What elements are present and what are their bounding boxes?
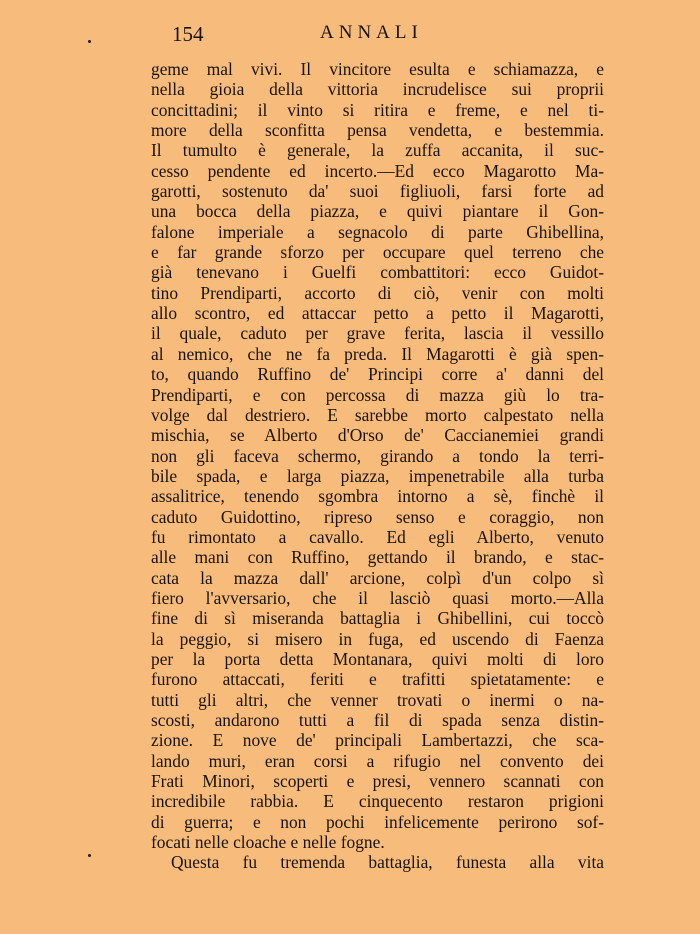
- body-text: [151, 59, 604, 873]
- text-line: volge dal destriero. E sarebbe morto calpestato nella: [151, 404, 604, 425]
- text-line: cesso pendente ed incerto.—Ed ecco Magarotto Ma-: [151, 160, 604, 181]
- text-line: scosti, andarono tutti a fil di spada senza distin-: [151, 710, 604, 730]
- paper-speck: [88, 854, 91, 857]
- paragraph-start-line: Questa fu tremenda battaglia, funesta alla vita: [171, 852, 604, 873]
- text-line: to, quando Ruffino de' Principi corre a' danni del: [151, 364, 604, 385]
- text-line: fiero l'avversario, che il lasciò quasi morto.—Alla: [151, 587, 604, 608]
- text-line: non gli faceva schermo, girando a tondo la terri-: [151, 445, 604, 466]
- text-line: per la porta detta Montanara, quivi molti di loro: [151, 648, 604, 669]
- paper-speck: [88, 40, 91, 43]
- text-line: già tenevano i Guelfi combattitori: ecco Guidot-: [151, 262, 604, 283]
- text-line: garotti, sostenuto da' suoi figliuoli, farsi forte ad: [151, 181, 604, 202]
- text-line: la peggio, si misero in fuga, ed uscendo di Faenza: [151, 628, 604, 649]
- text-line: nella gioia della vittoria incrudelisce sui proprii: [151, 79, 604, 100]
- text-line: Frati Minori, scoperti e presi, vennero scannati con: [151, 771, 604, 792]
- text-line: di guerra; e non pochi infelicemente perirono sof-: [151, 811, 604, 832]
- text-line: mischia, se Alberto d'Orso de' Caccianemiei grandi: [151, 425, 604, 446]
- text-line: zione. E nove de' principali Lambertazzi, che sca-: [151, 730, 604, 751]
- text-line: alle mani con Ruffino, gettando il brando, e stac-: [151, 547, 604, 568]
- text-line: fine di sì miseranda battaglia i Ghibellini, cui toccò: [151, 608, 604, 629]
- text-line: bile spada, e larga piazza, impenetrabile alla turba: [151, 465, 604, 486]
- text-line: more della sconfitta pensa vendetta, e bestemmia.: [151, 120, 604, 141]
- text-line: focati nelle cloache e nelle fogne.: [151, 832, 385, 853]
- text-line: Il tumulto è generale, la zuffa accanita, il suc-: [151, 140, 604, 161]
- text-line: lando muri, eran corsi a rifugio nel convento dei: [151, 750, 604, 771]
- text-line: fu rimontato a cavallo. Ed egli Alberto, venuto: [151, 526, 604, 547]
- page-number: 154: [172, 22, 204, 46]
- text-line: cata la mazza dall' arcione, colpì d'un colpo sì: [151, 567, 604, 588]
- text-line: e far grande sforzo per occupare quel terreno che: [151, 242, 604, 263]
- text-line: geme mal vivi. Il vincitore esulta e schiamazza, e: [151, 59, 604, 79]
- text-line: il quale, caduto per grave ferita, lascia il vessillo: [151, 323, 604, 344]
- text-line: tino Prendiparti, accorto di ciò, venir con molti: [151, 282, 604, 303]
- text-line: allo scontro, ed attaccar petto a petto il Magarotti,: [151, 303, 604, 324]
- running-head: ANNALI: [320, 22, 423, 43]
- text-line: tutti gli altri, che venner trovati o inermi o na-: [151, 689, 604, 710]
- text-line: incredibile rabbia. E cinquecento restaron prigioni: [151, 791, 604, 812]
- text-line: Prendiparti, e con percossa di mazza giù lo tra-: [151, 384, 604, 405]
- text-line: furono attaccati, feriti e trafitti spietatamente: e: [151, 669, 604, 690]
- text-line: al nemico, che ne fa preda. Il Magarotti è già spen-: [151, 343, 604, 364]
- text-line: una bocca della piazza, e quivi piantare il Gon-: [151, 201, 604, 222]
- text-line: concittadini; il vinto si ritira e freme, e nel ti-: [151, 99, 604, 120]
- text-line: caduto Guidottino, ripreso senso e coraggio, non: [151, 506, 604, 527]
- text-line: assalitrice, tenendo sgombra intorno a sè, finchè il: [151, 486, 604, 507]
- text-line: falone imperiale a segnacolo di parte Ghibellina,: [151, 221, 604, 242]
- page-header: [150, 22, 610, 48]
